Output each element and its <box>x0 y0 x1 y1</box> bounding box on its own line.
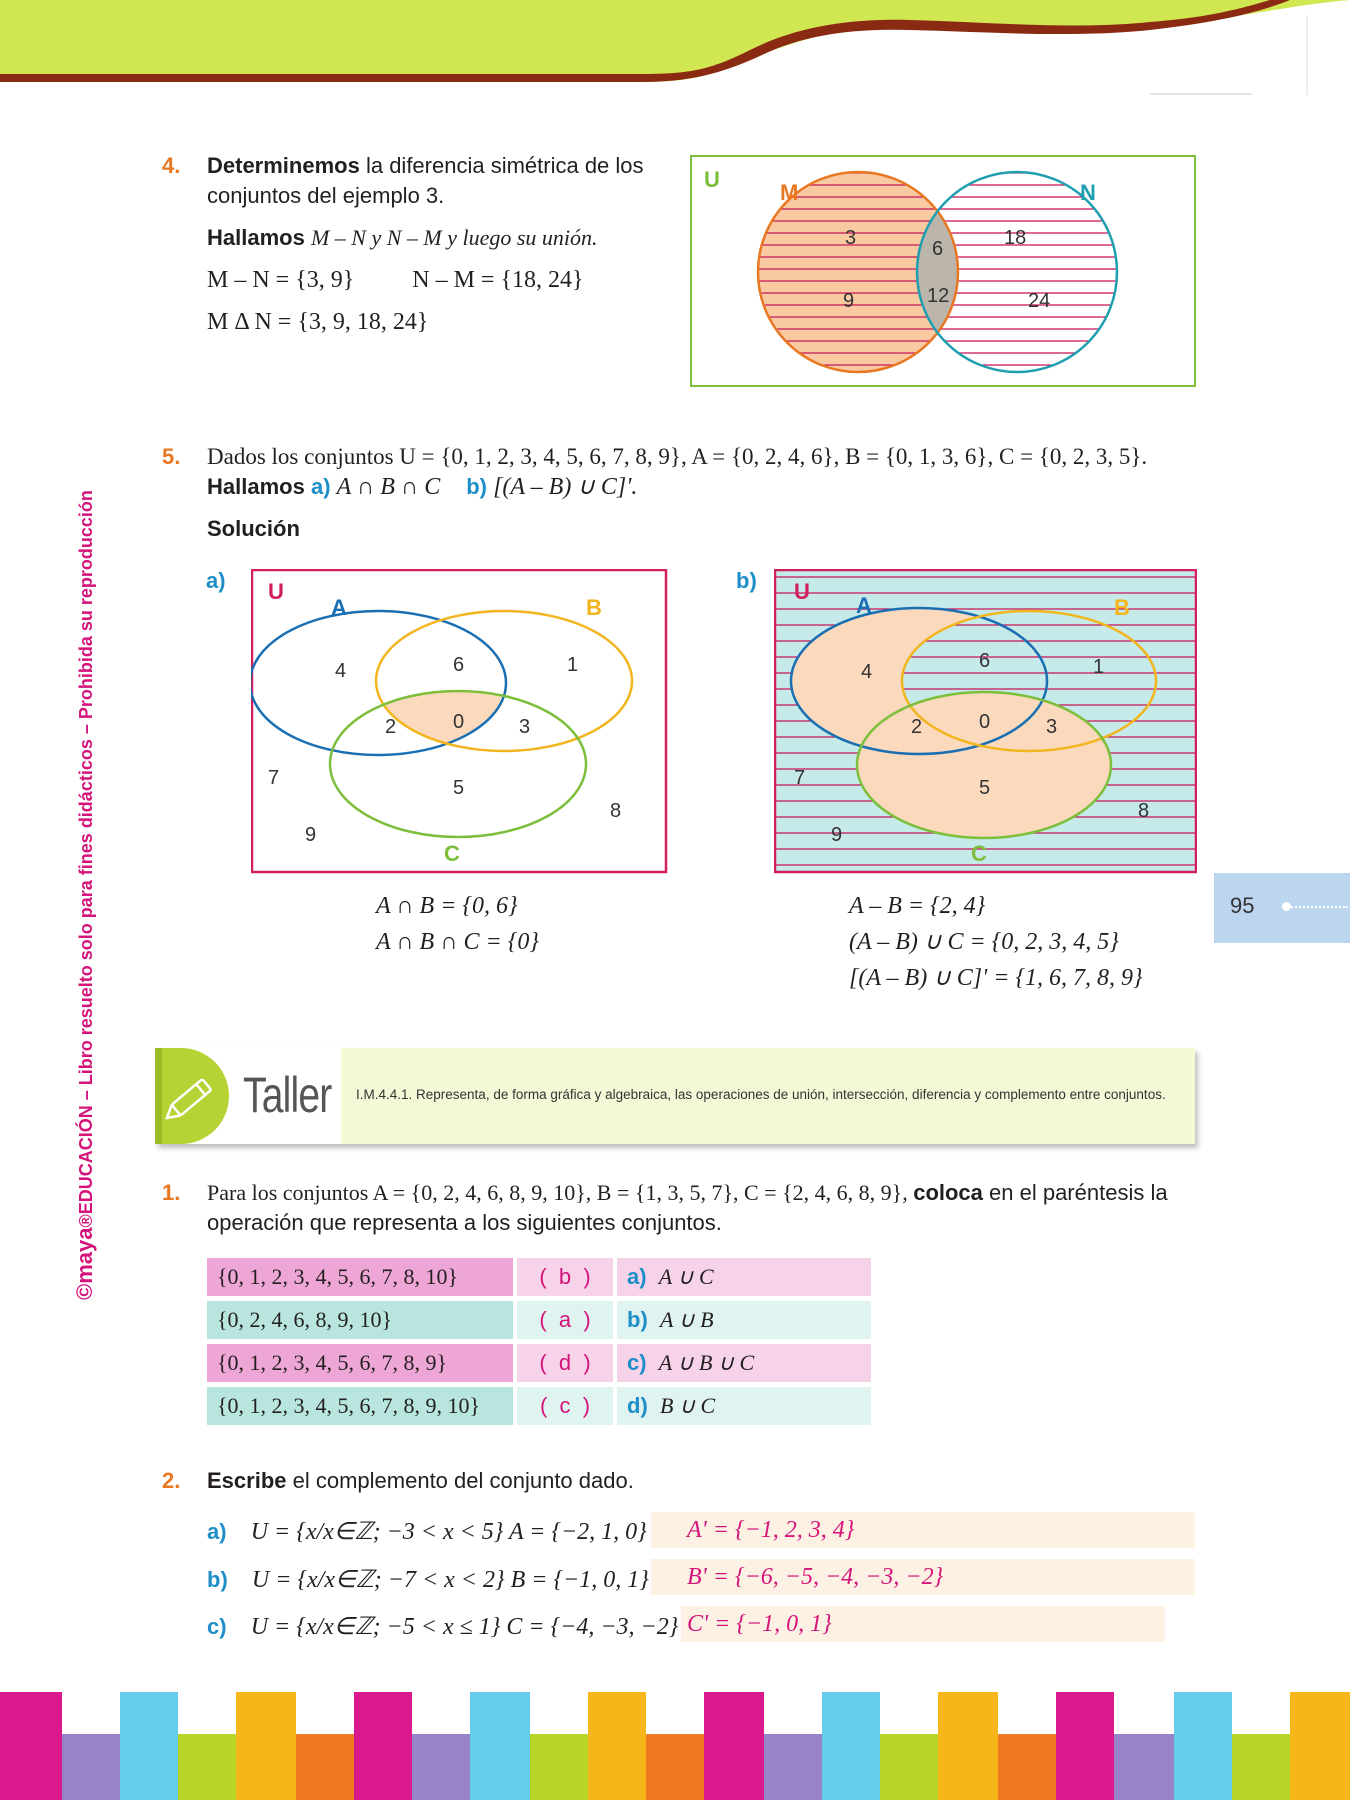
t2-item-c <box>207 1612 678 1642</box>
venn-diagram-a <box>251 569 668 875</box>
ex4-text <box>207 151 667 337</box>
ex4-bold: Determinemos <box>207 153 360 178</box>
answer-c: C' = {−1, 0, 1} <box>681 1606 1165 1642</box>
t2-number <box>162 1466 180 1496</box>
venn-value: 12 <box>927 285 950 307</box>
set-cell: {0, 2, 4, 6, 8, 9, 10} <box>207 1301 513 1339</box>
ex5-b-label: b) <box>466 474 487 499</box>
t2-bold: Escribe <box>207 1468 287 1493</box>
ex5-num: 5. <box>162 444 181 469</box>
venn-value: 2 <box>911 716 923 738</box>
t2-label: c) <box>207 1614 227 1639</box>
venn-a: A <box>331 595 347 620</box>
ex4-hallamos-rest: M – N y N – M y luego su unión. <box>310 225 598 250</box>
set-cell: {0, 1, 2, 3, 4, 5, 6, 7, 8, 9} <box>207 1344 513 1382</box>
answer-a: A' = {−1, 2, 3, 4} <box>651 1512 1195 1548</box>
result-line: A ∩ B ∩ C = {0} <box>376 929 539 955</box>
option-label: d) <box>627 1393 648 1418</box>
t1-line2: operación que representa a los siguientes conjuntos. <box>207 1210 722 1235</box>
set-cell: {0, 1, 2, 3, 4, 5, 6, 7, 8, 10} <box>207 1258 513 1296</box>
pencil-icon <box>155 1048 235 1144</box>
t1-bold: coloca <box>913 1180 983 1205</box>
option-cell <box>613 1258 871 1296</box>
t2-rest: el complemento del conjunto dado. <box>286 1468 634 1493</box>
ex5-a-label: a) <box>310 474 331 499</box>
result-line: [(A – B) ∪ C]' = {1, 6, 7, 8, 9} <box>849 965 1143 991</box>
venn-diagram-b <box>774 569 1197 875</box>
venn-m: M <box>780 180 799 205</box>
t1-table <box>207 1253 871 1430</box>
ex5-b-expr: [(A – B) ∪ C]'. <box>493 474 638 500</box>
answer-cell: ( d ) <box>513 1344 613 1382</box>
taller-banner <box>155 1048 1195 1144</box>
venn-b: B <box>586 595 602 620</box>
venn-value: 3 <box>1046 716 1058 738</box>
t2-expr: U = {x/x∈ℤ; −7 < x < 2} B = {−1, 0, 1} <box>251 1567 649 1593</box>
t1-number <box>162 1178 180 1208</box>
venn-value: 9 <box>843 290 855 312</box>
option-cell <box>613 1301 871 1339</box>
venn-value: 6 <box>932 238 944 260</box>
t1-line1a: Para los conjuntos A = {0, 2, 4, 6, 8, 9, 10}, B = {1, 3, 5, 7}, C = {2, 4, 6, 8, 9}, <box>207 1180 914 1205</box>
ex5-solucion: Solución <box>207 516 300 541</box>
venn-value: 6 <box>979 650 991 672</box>
table-row <box>207 1344 871 1382</box>
ex5-a-expr: A ∩ B ∩ C <box>336 474 441 500</box>
ex4-number: 4. <box>162 153 181 178</box>
footer-stripes <box>0 1692 1350 1800</box>
table-row <box>207 1387 871 1425</box>
t2-label: b) <box>207 1567 228 1592</box>
table-row <box>207 1258 871 1296</box>
answer-value: d <box>558 1350 572 1375</box>
option-label: b) <box>627 1307 648 1332</box>
t2-heading <box>207 1466 634 1496</box>
venn-value: 8 <box>610 800 622 822</box>
venn-value: 6 <box>453 654 465 676</box>
t2-item-a <box>207 1517 647 1547</box>
venn-value: 7 <box>794 767 806 789</box>
sidebar-copyright <box>72 480 98 1300</box>
venn-value: 24 <box>1028 290 1051 312</box>
result-line: (A – B) ∪ C = {0, 2, 3, 4, 5} <box>849 929 1119 955</box>
venn-u: U <box>704 167 720 192</box>
diagram-a-label: a) <box>206 568 226 593</box>
option-cell <box>613 1387 871 1425</box>
option-label: a) <box>627 1264 647 1289</box>
venn-value: 0 <box>979 711 991 733</box>
result-line: A ∩ B = {0, 6} <box>376 893 518 919</box>
venn-value: 9 <box>831 824 843 846</box>
venn-value: 1 <box>567 654 579 676</box>
venn-value: 1 <box>1093 656 1105 678</box>
ex4-mn: M – N = {3, 9} <box>207 267 355 293</box>
ex4-hallamos: Hallamos <box>207 225 305 250</box>
t2-expr: U = {x/x∈ℤ; −3 < x < 5} A = {−2, 1, 0} <box>250 1519 647 1545</box>
venn-value: 4 <box>335 660 347 682</box>
option-cell <box>613 1344 871 1382</box>
t2-label: a) <box>207 1519 227 1544</box>
taller-title: Taller <box>243 1067 332 1123</box>
venn-value: 3 <box>845 227 857 249</box>
ex5-text <box>207 442 1147 544</box>
result-line: A – B = {2, 4} <box>849 893 986 919</box>
answer-value: a <box>558 1307 572 1332</box>
t2-expr: U = {x/x∈ℤ; −5 < x ≤ 1} C = {−4, −3, −2} <box>250 1614 679 1640</box>
answer-cell: ( b ) <box>513 1258 613 1296</box>
results-b <box>849 888 1143 996</box>
ex5-line1: Dados los conjuntos U = {0, 1, 2, 3, 4, 5, 6, 7, 8, 9}, A = {0, 2, 4, 6}, B = {0, 1, 3, 6}, C = {0, 2, 3, 5}. <box>207 444 1148 469</box>
venn-u: U <box>268 579 284 604</box>
answer-cell: ( a ) <box>513 1301 613 1339</box>
venn-diagram-mn <box>690 155 1196 387</box>
option-expr: B ∪ C <box>660 1393 716 1418</box>
venn-value: 5 <box>453 777 465 799</box>
answer-value: b <box>558 1264 572 1289</box>
t2-num: 2. <box>162 1468 181 1493</box>
option-expr: A ∪ B ∪ C <box>658 1350 755 1375</box>
option-label: c) <box>627 1350 647 1375</box>
venn-b: B <box>1114 595 1130 620</box>
ex4-block <box>162 151 180 181</box>
ex4-line1: la diferencia simétrica de los <box>359 153 644 178</box>
taller-skill: I.M.4.4.1. Representa, de forma gráfica y algebraica, las operaciones de unión, intersección, diferencia y complemento entre conjuntos. <box>356 1087 1166 1102</box>
ex4-nm: N – M = {18, 24} <box>412 267 584 293</box>
venn-value: 3 <box>519 716 531 738</box>
option-expr: A ∪ B <box>660 1307 714 1332</box>
venn-c: C <box>971 841 987 866</box>
set-cell: {0, 1, 2, 3, 4, 5, 6, 7, 8, 9, 10} <box>207 1387 513 1425</box>
venn-n: N <box>1080 180 1096 205</box>
answer-value: c <box>559 1393 571 1418</box>
ex4-delta: M Δ N = {3, 9, 18, 24} <box>207 309 429 335</box>
venn-value: 4 <box>861 661 873 683</box>
option-expr: A ∪ C <box>658 1264 714 1289</box>
t2-item-b <box>207 1565 649 1595</box>
venn-c: C <box>444 841 460 866</box>
ex5-hallamos: Hallamos <box>207 474 305 499</box>
venn-value: 8 <box>1138 800 1150 822</box>
venn-u: U <box>794 579 810 604</box>
dotted-line <box>1288 906 1348 908</box>
page-number: 95 <box>1230 893 1255 918</box>
ex4-line2: conjuntos del ejemplo 3. <box>207 183 445 208</box>
venn-value: 5 <box>979 777 991 799</box>
page-number-tab <box>1214 873 1350 943</box>
table-row <box>207 1301 871 1339</box>
t1-num: 1. <box>162 1180 181 1205</box>
t1-line1b: en el paréntesis la <box>982 1180 1168 1205</box>
venn-value: 18 <box>1004 227 1027 249</box>
venn-a: A <box>856 593 872 618</box>
diagram-b-label: b) <box>736 568 757 593</box>
answer-cell: ( c ) <box>513 1387 613 1425</box>
brand-logo-text: ©maya <box>72 1227 97 1300</box>
t1-text <box>207 1178 1168 1238</box>
venn-value: 9 <box>305 824 317 846</box>
results-a <box>376 888 539 960</box>
venn-value: 2 <box>385 716 397 738</box>
venn-value: 0 <box>453 711 465 733</box>
venn-value: 7 <box>268 767 280 789</box>
ex5-number <box>162 442 180 472</box>
answer-b: B' = {−6, −5, −4, −3, −2} <box>651 1559 1195 1595</box>
copyright-text: ®EDUCACIÓN – Libro resuelto solo para fines didácticos – Prohibida su reproducción <box>76 490 96 1228</box>
header-wave <box>0 0 1350 100</box>
